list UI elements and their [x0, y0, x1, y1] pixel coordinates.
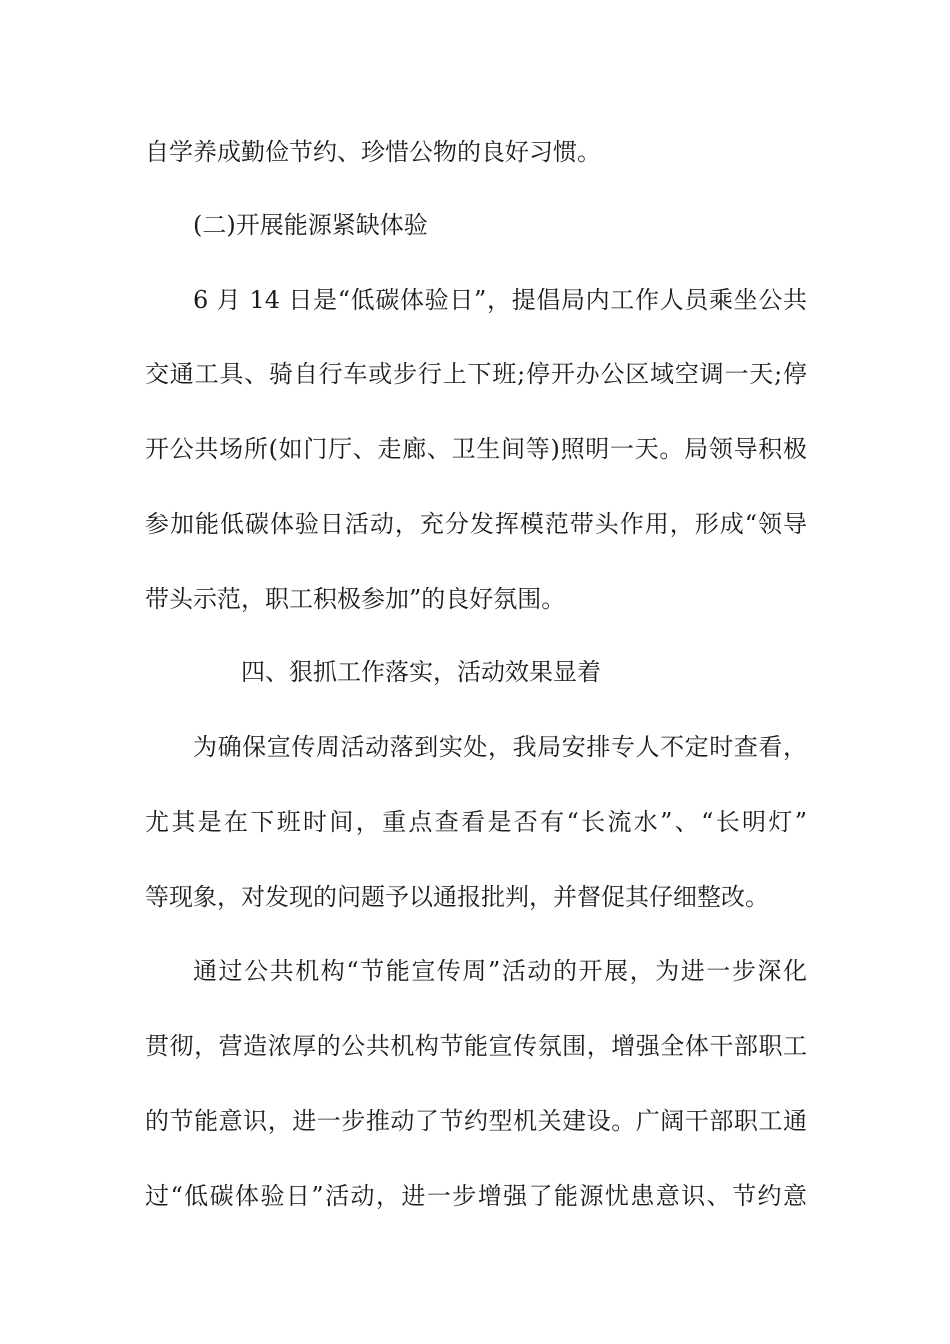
paragraph-line: 带头示范，职工积极参加”的良好氛围。	[145, 585, 566, 613]
paragraph-line: 贯彻，营造浓厚的公共机构节能宣传氛围，增强全体干部职工	[145, 1032, 807, 1060]
paragraph-line: 交通工具、骑自行车或步行上下班;停开办公区域空调一天;停	[145, 360, 807, 388]
paragraph-line: 等现象，对发现的问题予以通报批判，并督促其仔细整改。	[145, 883, 769, 911]
paragraph-line: 为确保宣传周活动落到实处，我局安排专人不定时查看，	[193, 733, 807, 761]
paragraph-line: 参加能低碳体验日活动，充分发挥模范带头作用，形成“领导	[145, 510, 807, 538]
paragraph-line: 的节能意识，进一步推动了节约型机关建设。广阔干部职工通	[145, 1107, 807, 1135]
paragraph-line: 尤其是在下班时间，重点查看是否有“长流水”、“长明灯”	[145, 808, 807, 836]
paragraph-line: 通过公共机构“节能宣传周”活动的开展，为进一步深化	[193, 957, 807, 985]
paragraph-line: 自学养成勤俭节约、珍惜公物的良好习惯。	[145, 138, 601, 166]
paragraph-line: 6 月 14 日是“低碳体验日”，提倡局内工作人员乘坐公共	[193, 286, 807, 314]
section-subheading: (二)开展能源紧缺体验	[193, 211, 428, 239]
paragraph-line: 过“低碳体验日”活动，进一步增强了能源忧患意识、节约意	[145, 1182, 807, 1210]
section-heading: 四、狠抓工作落实，活动效果显着	[241, 658, 601, 686]
paragraph-line: 开公共场所(如门厅、走廊、卫生间等)照明一天。局领导积极	[145, 435, 807, 463]
